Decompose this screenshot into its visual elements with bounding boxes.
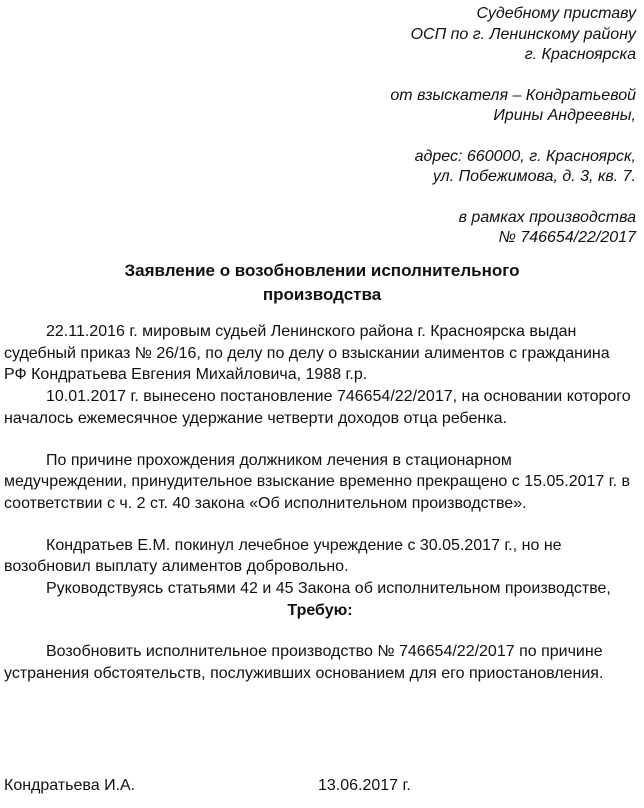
- signature-date: 13.06.2017 г.: [318, 777, 411, 794]
- sender-address-line: ул. Побежимова, д. 3, кв. 7.: [432, 168, 636, 185]
- paragraph-legal-basis: Руководствуясь статьями 42 и 45 Закона об исполнительном производстве,: [46, 580, 611, 598]
- paragraph-demand: Возобновить исполнительное производство № 746654/22/2017 по причине устранения обстоятельств, послуживших основанием для его приостановления.: [4, 643, 604, 683]
- paragraph-debtor-discharge: Кондратьев Е.М. покинул лечебное учреждение с 30.05.2017 г., но не возобновил выплату алиментов добровольно.: [4, 536, 562, 576]
- addressee-line: г. Красноярска: [524, 46, 636, 63]
- proceeding-reference-line: № 746654/22/2017: [498, 229, 636, 246]
- addressee-line: Судебному приставу: [476, 5, 636, 22]
- title-line: производства: [262, 285, 382, 304]
- title-line: Заявление о возобновлении исполнительного: [124, 261, 520, 280]
- paragraph-resolution: 10.01.2017 г. вынесено постановление 746654/22/2017, на основании которого началось ежемесячное удержание четверти доходов отца ребенка.: [4, 388, 631, 427]
- sender-line: Ирины Андреевны,: [493, 107, 636, 124]
- document-header: [296, 4, 636, 249]
- document-title: [0, 259, 644, 307]
- paragraph-suspension: По причине прохождения должником лечения в стационарном медучреждении, принудительное взыскание временно прекращено с 15.05.2017 г. в соответствии с ч. 2 ст. 40 закона «Об исполнительном производстве».: [4, 451, 631, 512]
- sender-address-line: адрес: 660000, г. Красноярск,: [414, 147, 636, 165]
- signatory-name: Кондратьева И.А.: [4, 777, 136, 794]
- addressee-line: ОСП по г. Ленинскому району: [410, 25, 636, 43]
- paragraph-court-order: 22.11.2016 г. мировым судьей Ленинского района г. Красноярска выдан судебный приказ № 26/16, по делу по делу о взыскании алиментов с гражданина РФ Кондратьева Евгения Михайловича, 1988 г.р.: [4, 323, 610, 384]
- sender-line: от взыскателя – Кондратьевой: [390, 86, 636, 104]
- proceeding-reference-line: в рамках производства: [458, 208, 636, 226]
- document-body: [4, 321, 636, 685]
- demand-heading: Требую:: [287, 601, 353, 619]
